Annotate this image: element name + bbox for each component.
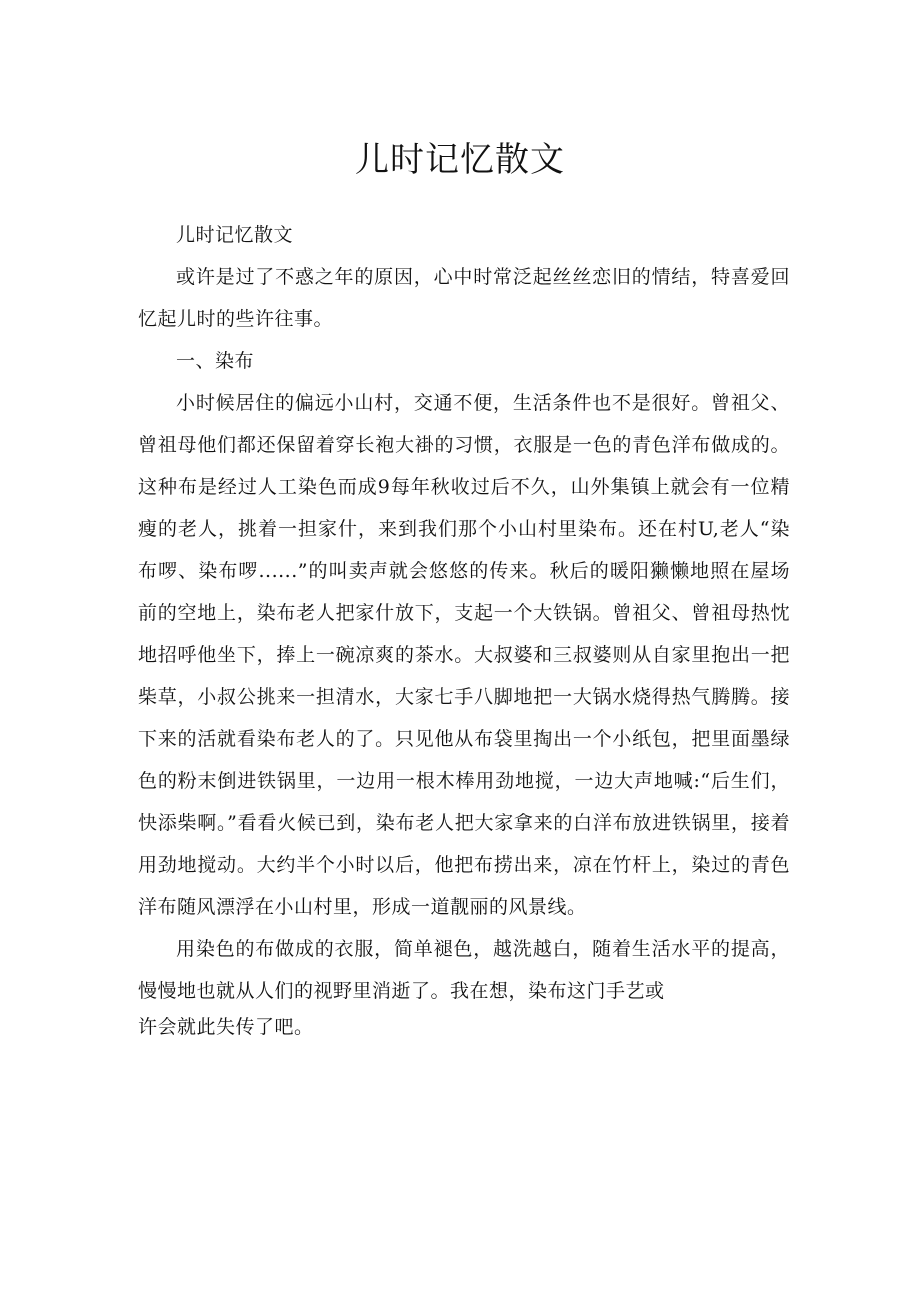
section-heading-dyeing: 一、染布 xyxy=(176,350,255,372)
paragraph-dyeing-story: 小时候居住的偏远小山村，交通不便，生活条件也不是很好。曾祖父、曾祖母他们都还保留着穿长袍大褂的习惯，衣服是一色的青色洋布做成的。这种布是经过人工染色而成9每年秋收过后不久，山外集镇上就会有一位精瘦的老人，挑着一担家什，来到我们那个小山村里染布。还在村U,老人“染布啰、染布啰......”的叫卖声就会悠悠的传来。秋后的暖阳獭懒地照在屋场前的空地上，染布老人把家什放下，支起一个大铁锅。曾祖父、曾祖母热忱地招呼他坐下，捧上一碗凉爽的茶水。大叔婆和三叔婆则从自家里抱出一把柴草，小叔公挑来一担清水，大家七手八脚地把一大锅水烧得热气腾腾。接下来的活就看染布老人的了。只见他从布袋里掏出一个小纸包，把里面墨绿色的粉末倒进铁锅里，一边用一根木棒用劲地搅，一边大声地喊:“后生们，快添柴啊。”看看火候已到，染布老人把大家拿来的白洋布放进铁锅里，接着用劲地搅动。大约半个小时以后，他把布捞出来，凉在竹杆上，染过的青色洋布随风漂浮在小山村里，形成一道靓丽的风景线。 xyxy=(138,392,790,918)
document-title: 儿时记忆散文 xyxy=(355,140,565,180)
paragraph-intro: 或许是过了不惑之年的原因，心中时常泛起丝丝恋旧的情结，特喜爱回忆起儿时的些许往事。 xyxy=(138,266,790,330)
document-body xyxy=(138,214,790,1042)
paragraph-dyeing-fade: 用染色的布做成的衣服，简单褪色，越洗越白，随着生活水平的提高，慢慢地也就从人们的视野里消逝了。我在想，染布这门手艺或 xyxy=(138,938,790,1002)
paragraph-tail-line: 许会就此失传了吧。 xyxy=(138,1016,314,1038)
paragraph-heading: 儿时记忆散文 xyxy=(176,224,294,246)
